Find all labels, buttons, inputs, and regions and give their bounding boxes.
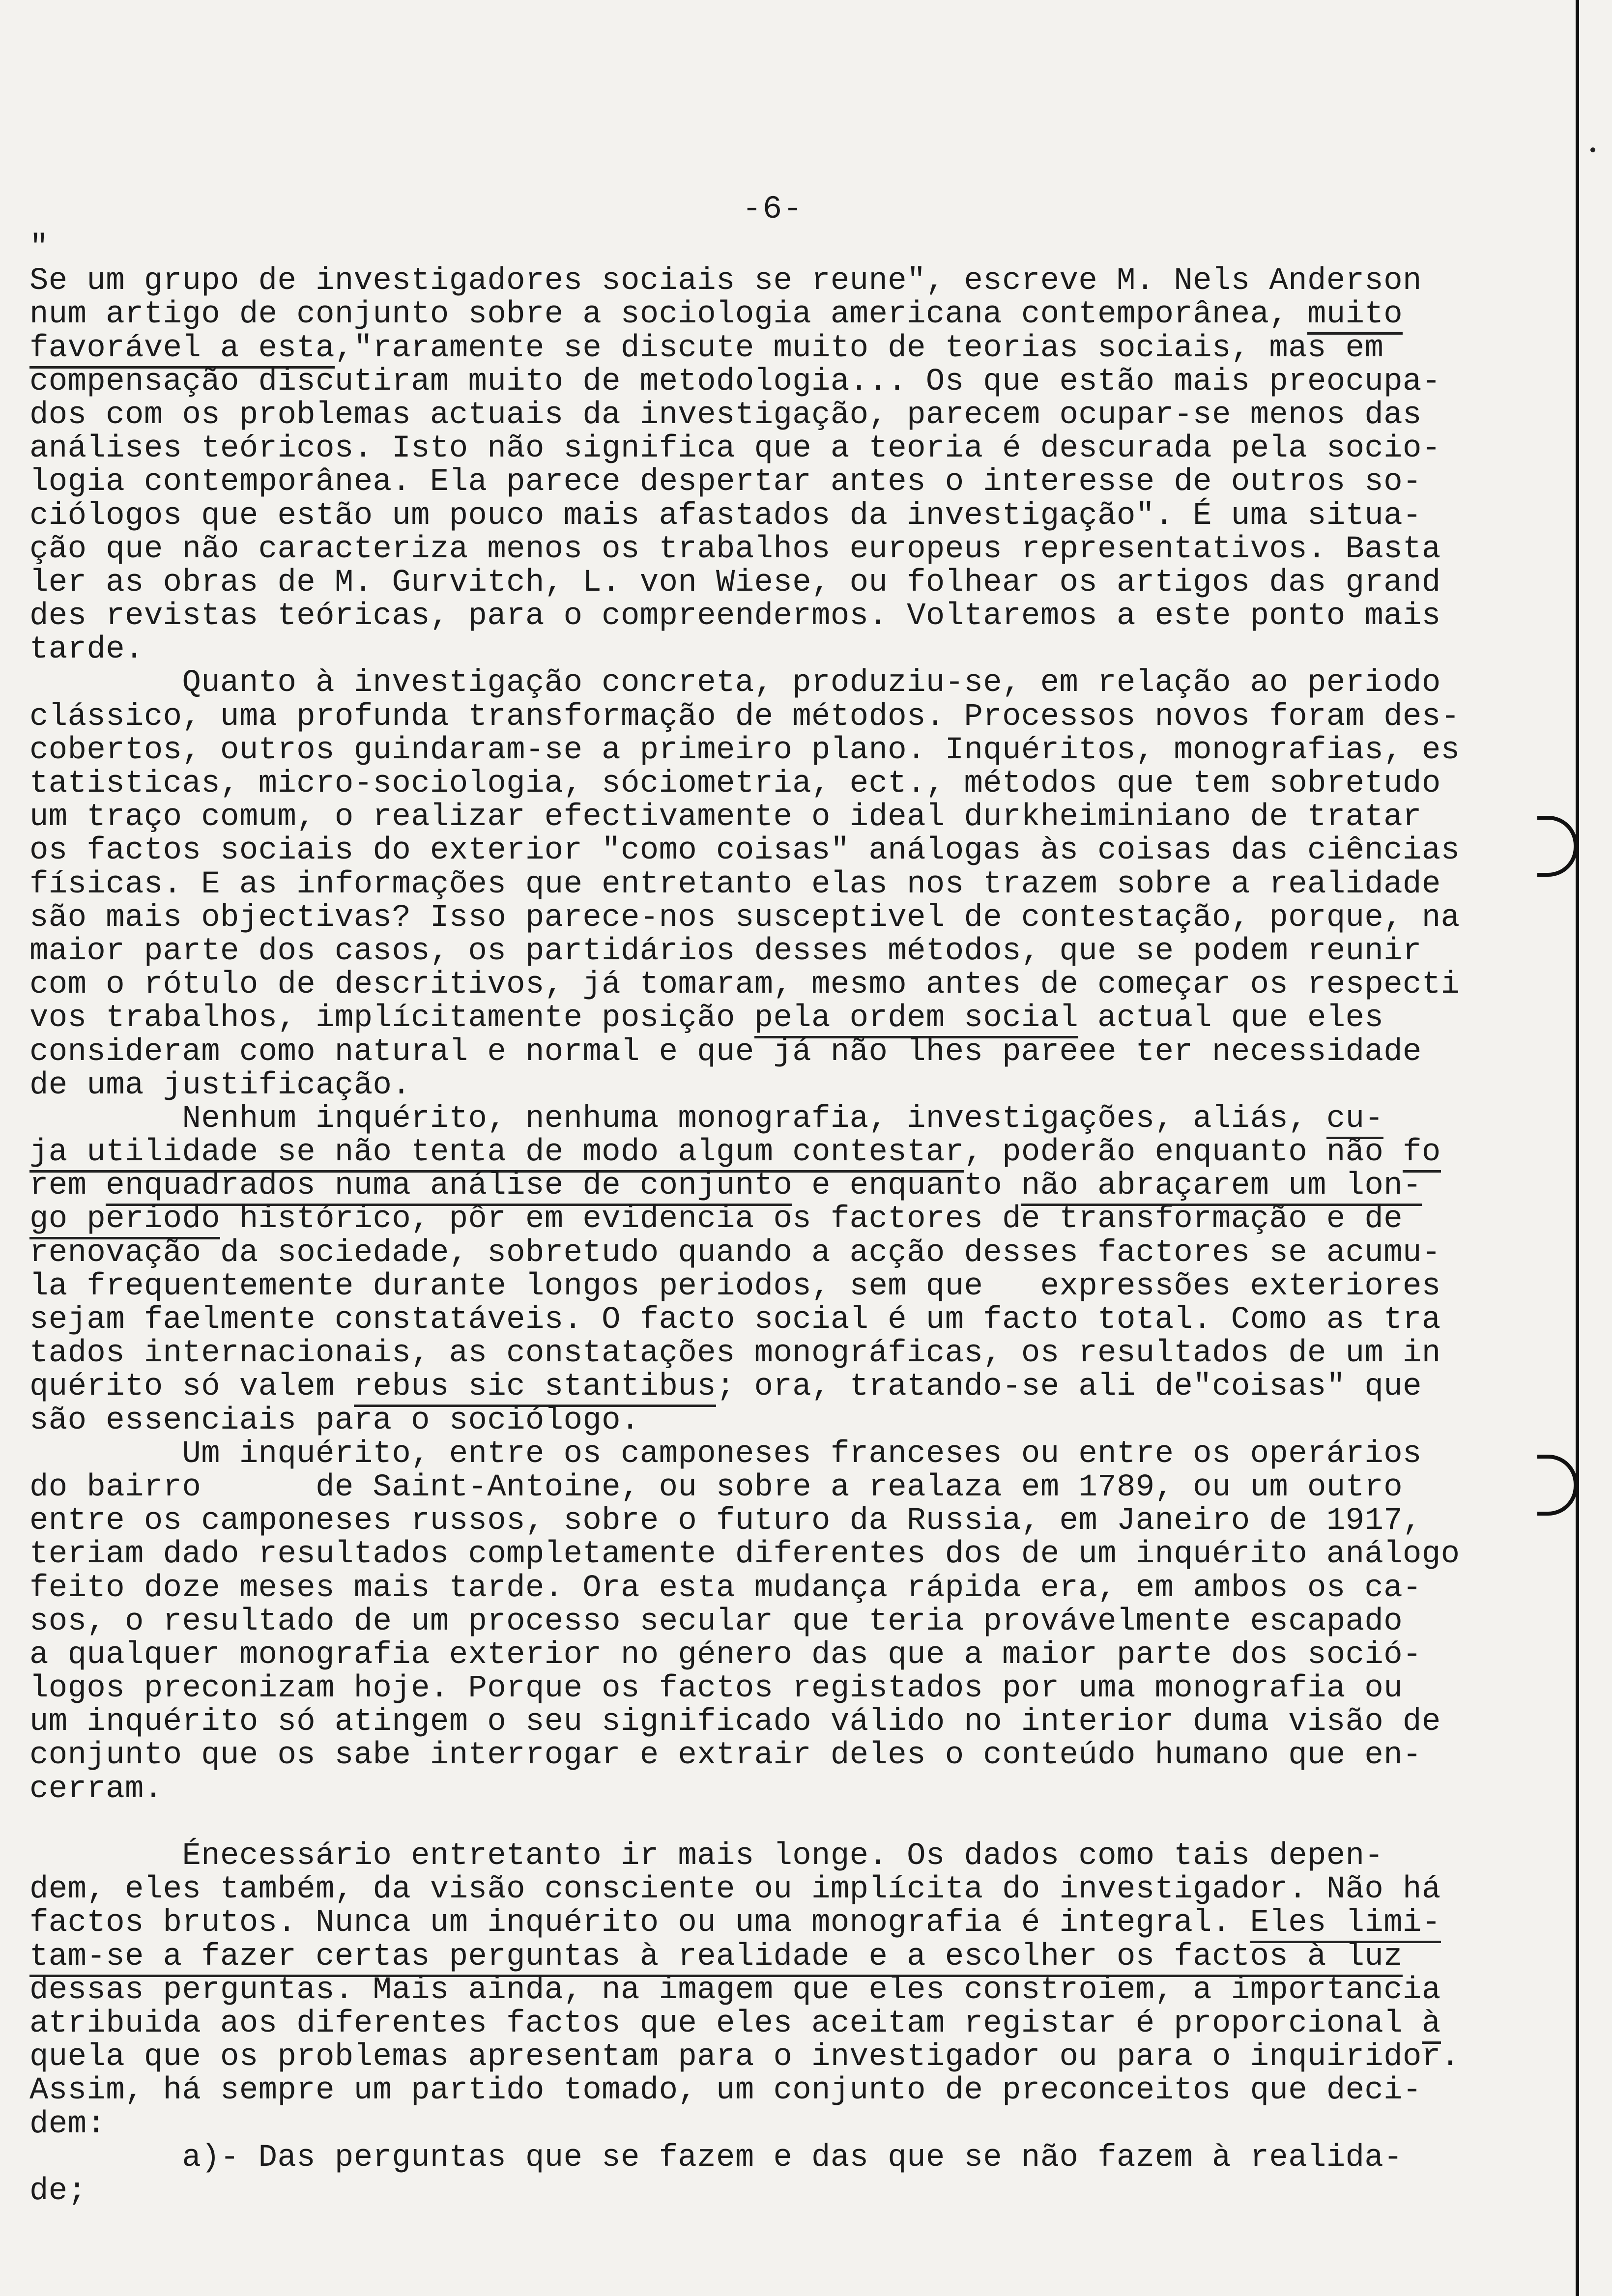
text-line bbox=[29, 2007, 1504, 2040]
underlined-text: favorável a esta bbox=[29, 331, 335, 369]
text-run: com o rótulo de descritivos, já tomaram, mesmo antes de começar os respecti bbox=[29, 967, 1460, 1003]
text-line bbox=[29, 1169, 1504, 1203]
text-line bbox=[29, 734, 1504, 767]
text-line bbox=[29, 1773, 1504, 1806]
text-run: são essenciais para o sociólogo. bbox=[29, 1403, 640, 1438]
text-line bbox=[29, 332, 1504, 365]
text-run: dem: bbox=[29, 2106, 106, 2142]
text-run: Assim, há sempre um partido tomado, um conjunto de preconceitos que deci- bbox=[29, 2073, 1422, 2109]
underlined-text: pela ordem social bbox=[754, 1001, 1079, 1038]
text-run: um inquérito só atingem o seu significado válido no interior duma visão de bbox=[29, 1704, 1441, 1740]
text-line bbox=[29, 298, 1504, 331]
text-run: Énecessário entretanto ir mais longe. Os dados como tais depen- bbox=[29, 1838, 1384, 1874]
punch-hole-mark bbox=[1537, 816, 1578, 877]
text-line bbox=[29, 1471, 1504, 1504]
text-line bbox=[29, 1236, 1504, 1270]
text-run: sejam faelmente constatáveis. O facto social é um facto total. Como as tra bbox=[29, 1302, 1441, 1338]
underlined-text: go periodo bbox=[29, 1202, 220, 1239]
text-run: , poderão enquanto não bbox=[964, 1135, 1403, 1171]
text-line bbox=[29, 1605, 1504, 1638]
text-run: de; bbox=[29, 2173, 87, 2209]
text-line bbox=[29, 1337, 1504, 1370]
text-line bbox=[29, 1974, 1504, 2007]
text-run: cobertos, outros guindaram-se a primeiro plano. Inquéritos, monografias, es bbox=[29, 732, 1460, 768]
text-line bbox=[29, 834, 1504, 867]
text-line bbox=[29, 2141, 1504, 2175]
text-line bbox=[29, 700, 1504, 734]
text-line bbox=[29, 666, 1504, 700]
text-line bbox=[29, 1806, 1504, 1839]
text-line bbox=[29, 231, 1504, 264]
text-run: la frequentemente durante longos periodos, sem que expressões exteriores bbox=[29, 1268, 1441, 1304]
text-line bbox=[29, 1638, 1504, 1672]
underlined-text: cu- bbox=[1326, 1101, 1383, 1139]
text-line bbox=[29, 1672, 1504, 1705]
text-line bbox=[29, 1839, 1504, 1873]
text-run: actual que eles bbox=[1078, 1001, 1384, 1036]
text-line bbox=[29, 2074, 1504, 2107]
text-run: Um inquérito, entre os camponeses franceses ou entre os operários bbox=[29, 1436, 1422, 1472]
text-line bbox=[29, 1270, 1504, 1303]
text-run: ção que não caracteriza menos os trabalhos europeus representativos. Basta bbox=[29, 531, 1441, 567]
text-run: Quanto à investigação concreta, produziu-se, em relação ao periodo bbox=[29, 665, 1441, 701]
text-line bbox=[29, 533, 1504, 566]
text-run: físicas. E as informações que entretanto elas nos trazem sobre a realidade bbox=[29, 866, 1441, 902]
text-run: histórico, pôr em evidencia os factores de transformação e de bbox=[220, 1202, 1403, 1237]
text-run: quérito só valem bbox=[29, 1369, 354, 1405]
text-line bbox=[29, 1538, 1504, 1571]
punch-hole-mark bbox=[1537, 1455, 1578, 1516]
text-line bbox=[29, 600, 1504, 633]
text-line bbox=[29, 1303, 1504, 1337]
text-run: teriam dado resultados completamente diferentes dos de um inquérito análogo bbox=[29, 1537, 1460, 1573]
underlined-text: fo bbox=[1403, 1135, 1441, 1173]
text-run: e enquanto bbox=[792, 1168, 1021, 1204]
text-run: tarde. bbox=[29, 632, 144, 668]
text-run: ; ora, tratando-se ali de"coisas" que bbox=[716, 1369, 1422, 1405]
text-run: clássico, uma profunda transformação de métodos. Processos novos foram des- bbox=[29, 699, 1460, 735]
text-line bbox=[29, 1002, 1504, 1035]
text-run: ,"raramente se discute muito de teorias sociais, mas em bbox=[334, 330, 1384, 366]
text-line bbox=[29, 2175, 1504, 2208]
text-run: feito doze meses mais tarde. Ora esta mudança rápida era, em ambos os ca- bbox=[29, 1570, 1422, 1606]
text-line bbox=[29, 432, 1504, 465]
text-run: logos preconizam hoje. Porque os factos registados por uma monografia ou bbox=[29, 1671, 1403, 1707]
body-text bbox=[29, 231, 1504, 2208]
text-line bbox=[29, 566, 1504, 600]
text-line bbox=[29, 1035, 1504, 1069]
text-line bbox=[29, 365, 1504, 399]
text-run: num artigo de conjunto sobre a sociologia americana contemporânea, bbox=[29, 297, 1308, 333]
text-run: de uma justificação. bbox=[29, 1067, 411, 1103]
text-run: des revistas teóricas, para o compreendermos. Voltaremos a este ponto mais bbox=[29, 599, 1441, 634]
text-line bbox=[29, 1102, 1504, 1136]
text-line bbox=[29, 1572, 1504, 1605]
text-line bbox=[29, 1136, 1504, 1169]
text-run: vos trabalhos, implícitamente posição bbox=[29, 1001, 754, 1036]
text-run: maior parte dos casos, os partidários desses métodos, que se podem reunir bbox=[29, 933, 1422, 969]
text-run: logia contemporânea. Ela parece despertar antes o interesse de outros so- bbox=[29, 464, 1422, 500]
text-run: dem, eles também, da visão consciente ou implícita do investigador. Não há bbox=[29, 1872, 1441, 1908]
text-run: ciólogos que estão um pouco mais afastados da investigação". É uma situa- bbox=[29, 498, 1422, 534]
underlined-text: não abraçarem um lon- bbox=[1021, 1168, 1422, 1206]
text-run: do bairro de Saint-Antoine, ou sobre a realaza em 1789, ou um outro bbox=[29, 1469, 1403, 1505]
text-run: atribuida aos diferentes factos que eles aceitam registar é proporcional bbox=[29, 2006, 1422, 2041]
text-line bbox=[29, 901, 1504, 935]
text-line bbox=[29, 868, 1504, 901]
text-run: Se um grupo de investigadores sociais se reune", escreve M. Nels Anderson bbox=[29, 263, 1422, 299]
text-line bbox=[29, 1739, 1504, 1772]
text-run: rem bbox=[29, 1168, 106, 1204]
text-run: os factos sociais do exterior "como coisas" análogas às coisas das ciências bbox=[29, 833, 1460, 869]
text-run: cerram. bbox=[29, 1771, 163, 1807]
text-run: análises teóricos. Isto não significa que a teoria é descurada pela socio- bbox=[29, 431, 1441, 467]
text-run: tatisticas, micro-sociologia, sóciometria, ect., métodos que tem sobretudo bbox=[29, 766, 1441, 802]
underlined-text: enquadrados numa análise de conjunto bbox=[106, 1168, 792, 1206]
text-run: sos, o resultado de um processo secular que teria provávelmente escapado bbox=[29, 1604, 1403, 1639]
text-line bbox=[29, 801, 1504, 834]
text-run: renovação da sociedade, sobretudo quando a acção desses factores se acumu- bbox=[29, 1235, 1441, 1271]
text-run: a qualquer monografia exterior no género das que a maior parte dos soció- bbox=[29, 1637, 1422, 1673]
page-edge-line bbox=[1576, 0, 1579, 2296]
text-run: consideram como natural e normal e que já não lhes pareee ter necessidade bbox=[29, 1034, 1422, 1070]
underlined-text: rebus sic stantibus bbox=[354, 1369, 716, 1407]
text-line bbox=[29, 1504, 1504, 1538]
text-line bbox=[29, 2040, 1504, 2074]
text-line bbox=[29, 499, 1504, 533]
page-number: -6- bbox=[742, 191, 804, 228]
text-line bbox=[29, 465, 1504, 499]
text-run: quela que os problemas apresentam para o investigador ou para o inquiridor. bbox=[29, 2039, 1460, 2075]
text-line bbox=[29, 1940, 1504, 1974]
text-run: ler as obras de M. Gurvitch, L. von Wiese, ou folhear os artigos das grand bbox=[29, 565, 1441, 601]
text-run: Nenhum inquérito, nenhuma monografia, investigações, aliás, bbox=[29, 1101, 1326, 1137]
text-line bbox=[29, 968, 1504, 1002]
text-run: entre os camponeses russos, sobre o futuro da Russia, em Janeiro de 1917, bbox=[29, 1503, 1422, 1539]
text-line bbox=[29, 1370, 1504, 1404]
text-run: a)- Das perguntas que se fazem e das que se não fazem à realida- bbox=[29, 2140, 1403, 2176]
underlined-text: muito bbox=[1307, 297, 1403, 335]
text-line bbox=[29, 1705, 1504, 1739]
text-line bbox=[29, 1873, 1504, 1906]
underlined-text: tam-se a fazer certas perguntas à realidade e a escolher os factos à luz bbox=[29, 1939, 1403, 1977]
text-line bbox=[29, 1906, 1504, 1940]
text-line bbox=[29, 633, 1504, 666]
text-line bbox=[29, 1069, 1504, 1102]
text-run: tados internacionais, as constatações monográficas, os resultados de um in bbox=[29, 1336, 1441, 1372]
text-run: são mais objectivas? Isso parece-nos susceptivel de contestação, porque, na bbox=[29, 900, 1460, 936]
underlined-text: Eles limi- bbox=[1250, 1905, 1441, 1943]
text-line bbox=[29, 1437, 1504, 1471]
text-run: " bbox=[29, 230, 49, 265]
underlined-text: ja utilidade se não tenta de modo algum contestar bbox=[29, 1135, 964, 1173]
text-run: dessas perguntas. Mais ainda, na imagem que eles constroiem, a importancia bbox=[29, 1972, 1441, 2008]
text-line bbox=[29, 935, 1504, 968]
text-line bbox=[29, 2108, 1504, 2141]
text-line bbox=[29, 399, 1504, 432]
text-line bbox=[29, 264, 1504, 298]
text-line bbox=[29, 1203, 1504, 1236]
text-line bbox=[29, 1404, 1504, 1437]
text-line bbox=[29, 767, 1504, 801]
text-run: dos com os problemas actuais da investigação, parecem ocupar-se menos das bbox=[29, 397, 1422, 433]
text-run: conjunto que os sabe interrogar e extrair deles o conteúdo humano que en- bbox=[29, 1738, 1422, 1774]
text-run: factos brutos. Nunca um inquérito ou uma monografia é integral. bbox=[29, 1905, 1250, 1941]
margin-mark bbox=[1590, 147, 1595, 152]
text-run: compensação discutiram muito de metodologia... Os que estão mais preocupa- bbox=[29, 364, 1441, 400]
underlined-text: à bbox=[1422, 2006, 1441, 2044]
text-run: um traço comum, o realizar efectivamente o ideal durkheiminiano de tratar bbox=[29, 800, 1422, 835]
